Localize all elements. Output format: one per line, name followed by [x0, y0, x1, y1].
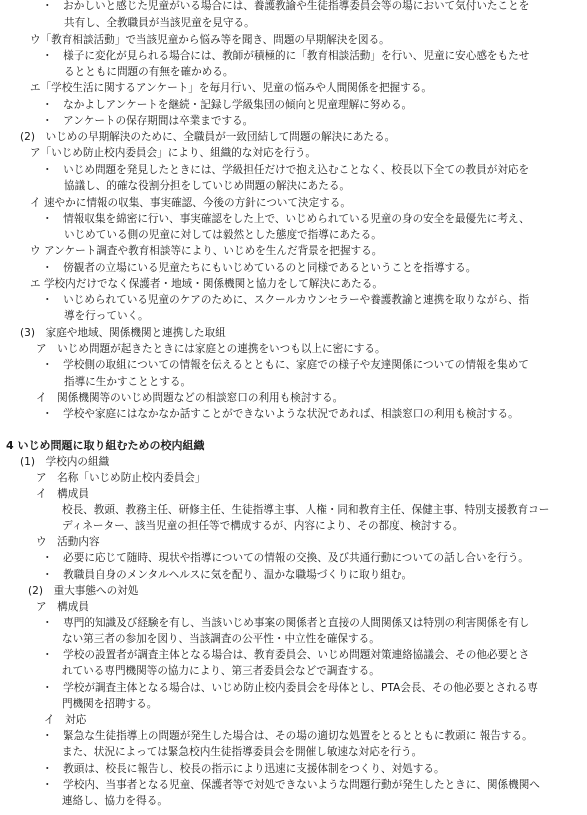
text-line: ・ 必要に応じて随時、現状や指導についての情報の交換、及び共通行動についての話し合いを行う。 [42, 552, 529, 564]
text-line: ・ 傍観者の立場にいる児童たちにもいじめているのと同様であるということを指導する。 [42, 262, 477, 274]
text-line: ・ 学校内、当事者となる児童、保護者等で対処できないような問題行動が発生したときに、関係機関へ [42, 779, 540, 791]
text-line: 導を行っていく。 [64, 310, 149, 322]
text-line: れている専門機関等の協力により、第三者委員会などで調査する。 [62, 665, 380, 677]
text-line: ・ 様子に変化が見られる場合には、教師が積極的に「教育相談活動」を行い、児童に安心感をもたせ [42, 50, 530, 62]
text-line: イ 速やかに情報の収集、事実確認、今後の方針について決定する。 [30, 197, 351, 209]
text-line: ア「いじめ防止校内委員会」により、組織的な対応を行う。 [30, 147, 317, 159]
text-line: ウ 活動内容 [36, 536, 100, 548]
text-line: (1) 学校内の組織 [20, 456, 110, 468]
text-line: ・ 情報収集を綿密に行い、事実確認をした上で、いじめられている児童の身の安全を最優先に考え、 [42, 213, 530, 225]
text-line: ・ おかしいと感じた児童がいる場合には、養護教諭や生徒指導委員会等の場において気付いたことを [42, 0, 530, 12]
text-line: (2) 重大事態への対処 [28, 585, 139, 597]
text-line: るとともに問題の有無を確かめる。 [64, 66, 234, 78]
text-line: (2) いじめの早期解決のために、全職員が一致団結して問題の解決にあたる。 [20, 131, 396, 143]
text-line: イ 対応 [44, 714, 87, 726]
section-heading: 4 いじめ問題に取り組むための校内組織 [6, 439, 205, 452]
text-line: ディネーター、該当児童の担任等で構成するが、内容により、その都度、検討する。 [62, 520, 464, 532]
text-line: イ 構成員 [36, 488, 89, 500]
text-line: 協議し、的確な役割分担をしていじめ問題の解決にあたる。 [64, 180, 351, 192]
text-line: また、状況によっては緊急校内生徒指導委員会を開催し敏速な対応を行う。 [62, 746, 423, 758]
text-line: ・ いじめられている児童のケアのために、スクールカウンセラーや養護教諭と連携を取りながら、指 [42, 294, 530, 306]
text-line: ウ「教育相談活動」で当該児童から悩み等を聞き、問題の早期解決を図る。 [30, 34, 390, 46]
text-line: エ 学校内だけでなく保護者・地域・関係機関と協力をして解決にあたる。 [30, 278, 383, 290]
text-line: ・ 専門的知識及び経験を有し、当該いじめ事案の関係者と直接の人間関係又は特別の利害関係を有し [42, 617, 530, 629]
text-line: ア 構成員 [36, 601, 89, 613]
text-line: 指導に生かすこととする。 [64, 376, 192, 388]
text-line: エ「学校生活に関するアンケート」を毎月行い、児童の悩みや人間関係を把握する。 [30, 82, 432, 94]
text-line: いじめている側の児童に対しては毅然とした態度で指導にあたる。 [64, 229, 382, 241]
text-line: 校長、教頭、教務主任、研修主任、生徒指導主事、人権・同和教育主任、保健主事、特別支援教育コー [62, 504, 550, 516]
text-line: 連絡し、協力を得る。 [62, 795, 168, 807]
text-line: ・ 教職員自身のメンタルヘルスに気を配り、温かな職場づくりに取り組む。 [42, 569, 413, 581]
text-line: ・ なかよしアンケートを継続・記録し学級集団の傾向と児童理解に努める。 [42, 99, 413, 111]
text-line: ・ いじめ問題を発見したときには、学級担任だけで抱え込むことなく、校長以下全ての教員が対応を [42, 164, 530, 176]
text-line: ・ 学校の設置者が調査主体となる場合は、教育委員会、いじめ問題対策連絡協議会、その他必要とさ [42, 649, 530, 661]
text-line: 共有し、全教職員が当該児童を見守る。 [64, 17, 255, 29]
text-line: ・ 学校側の取組についての情報を伝えるとともに、家庭での様子や友達関係についての情報を集めて [42, 359, 529, 371]
text-line: (3) 家庭や地域、関係機関と連携した取組 [20, 327, 226, 339]
text-line: ない第三者の参加を図り、当該調査の公平性・中立性を確保する。 [62, 633, 380, 645]
text-line: ・ 学校が調査主体となる場合は、いじめ防止校内委員会を母体とし、PTA会長、その他必要とされる専 [42, 682, 538, 694]
text-line: イ 関係機関等のいじめ問題などの相談窓口の利用も検討する。 [36, 392, 344, 404]
text-line: ウ アンケート調査や教育相談等により、いじめを生んだ背景を把握する。 [30, 245, 383, 257]
text-line: ・ 学校や家庭にはなかなか話すことができないような状況であれば、相談窓口の利用も検討する。 [42, 408, 519, 420]
text-line: ア 名称「いじめ防止校内委員会」 [36, 472, 206, 484]
text-line: ・ 緊急な生徒指導上の問題が発生した場合は、その場の適切な処置をとるとともに教頭に 報告する。 [42, 730, 533, 742]
text-line: 門機関を招聘する。 [62, 698, 158, 710]
text-line: ア いじめ問題が起きたときには家庭との連携をいつも以上に密にする。 [36, 343, 386, 355]
text-line: ・ 教頭は、校長に報告し、校長の指示により迅速に支援体制をつくり、対処する。 [42, 763, 445, 775]
text-line: ・ アンケートの保存期間は卒業までする。 [42, 115, 254, 127]
